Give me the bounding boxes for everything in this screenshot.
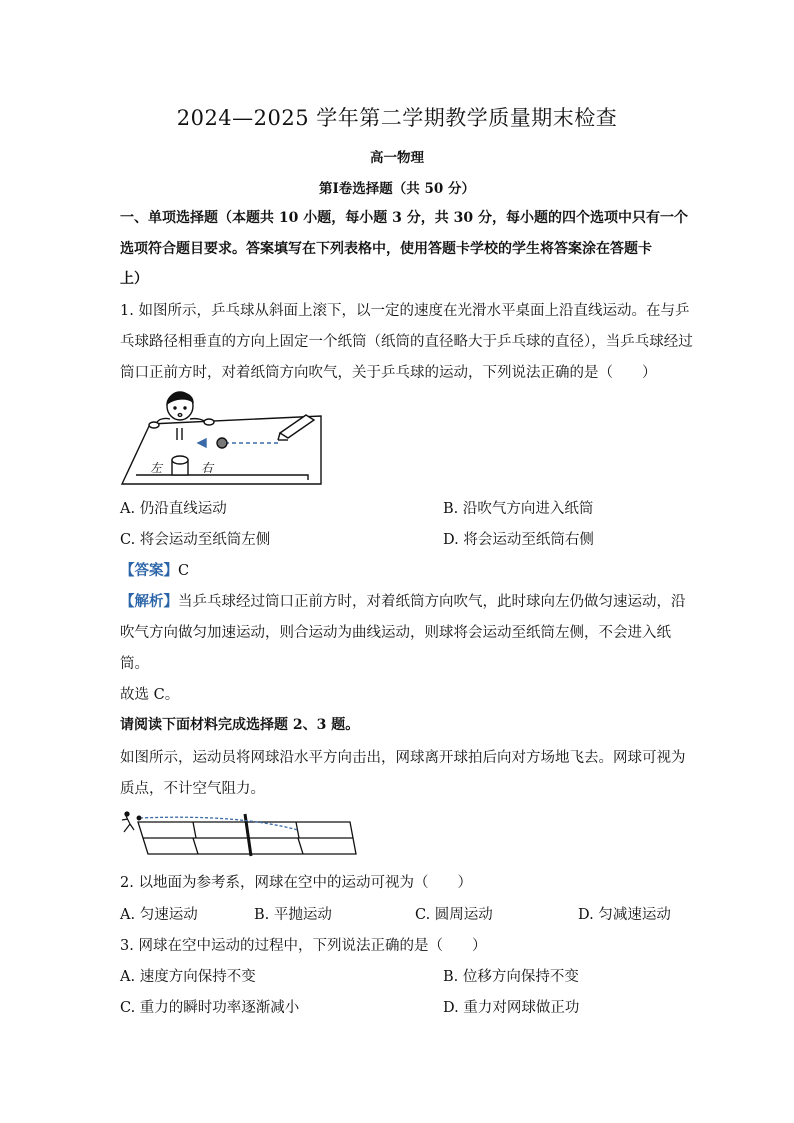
q3-stem: 3. 网球在空中运动的过程中，下列说法正确的是（ ） bbox=[120, 938, 487, 954]
q3-option-a: A. 速度方向保持不变 bbox=[120, 969, 256, 985]
analysis-tag: 【解析】 bbox=[120, 593, 178, 610]
analysis-text-1: 当乒乓球经过筒口正前方时，对着纸筒方向吹气，此时球向左仍做匀速运动，沿 bbox=[178, 594, 686, 610]
q3-option-c: C. 重力的瞬时功率逐渐减小 bbox=[120, 1000, 300, 1016]
page-title: 2024—2025 学年第二学期教学质量期末检查 bbox=[176, 106, 618, 130]
q2-stem: 2. 以地面为参考系，网球在空中的运动可视为（ ） bbox=[120, 875, 472, 891]
q1-analysis-line-1 bbox=[120, 590, 686, 611]
q2-option-d: D. 匀减速运动 bbox=[578, 907, 671, 923]
q1-stem-line-3: 筒口正前方时，对着纸筒方向吹气，关于乒乓球的运动，下列说法正确的是（ ） bbox=[120, 365, 657, 381]
section-heading-line-1: 一、单项选择题（本题共 10 小题，每小题 3 分，共 30 分，每小题的四个选项中只有一个 bbox=[120, 210, 688, 226]
q1-option-a: A. 仍沿直线运动 bbox=[120, 501, 227, 517]
figure-label-right: 右 bbox=[201, 461, 214, 475]
material-heading: 请阅读下面材料完成选择题 2、3 题。 bbox=[120, 717, 360, 733]
q1-analysis-line-3: 筒。 bbox=[120, 656, 149, 672]
q1-stem-line-2: 乓球路径相垂直的方向上固定一个纸筒（纸筒的直径略大于乒乓球的直径），当乒乓球经过 bbox=[120, 334, 693, 350]
q3-option-d: D. 重力对网球做正功 bbox=[443, 1000, 580, 1016]
q1-option-d: D. 将会运动至纸筒右侧 bbox=[443, 532, 594, 548]
material-line-2: 质点，不计空气阻力。 bbox=[120, 781, 265, 797]
q1-answer-row bbox=[120, 559, 189, 580]
section-heading-line-3: 上） bbox=[120, 271, 148, 287]
q1-stem-line-1: 1. 如图所示，乒乓球从斜面上滚下，以一定的速度在光滑水平桌面上沿直线运动。在与乒 bbox=[120, 303, 690, 319]
answer-tag: 【答案】 bbox=[120, 562, 178, 579]
q1-analysis-line-2: 吹气方向做匀加速运动，则合运动为曲线运动，则球将会运动至纸筒左侧，不会进入纸 bbox=[120, 625, 671, 641]
q1-conclusion: 故选 C。 bbox=[120, 687, 180, 703]
q2-option-c: C. 圆周运动 bbox=[415, 907, 493, 923]
material-line-1: 如图所示，运动员将网球沿水平方向击出，网球离开球拍后向对方场地飞去。网球可视为 bbox=[120, 750, 686, 766]
q2-option-b: B. 平抛运动 bbox=[254, 907, 332, 923]
section-heading-line-2: 选项符合题目要求。答案填写在下列表格中，使用答题卡学校的学生将答案涂在答题卡 bbox=[120, 241, 652, 257]
q1-option-b: B. 沿吹气方向进入纸筒 bbox=[443, 501, 594, 517]
q1-answer: C bbox=[178, 563, 190, 579]
tennis-court-figure bbox=[118, 810, 358, 860]
part-title: 第Ⅰ卷选择题（共 50 分） bbox=[318, 181, 475, 197]
q1-option-c: C. 将会运动至纸筒左侧 bbox=[120, 532, 271, 548]
q3-option-b: B. 位移方向保持不变 bbox=[443, 969, 579, 985]
figure-label-left: 左 bbox=[150, 461, 163, 475]
q2-option-a: A. 匀速运动 bbox=[120, 907, 198, 923]
subject-title: 高一物理 bbox=[370, 150, 424, 166]
